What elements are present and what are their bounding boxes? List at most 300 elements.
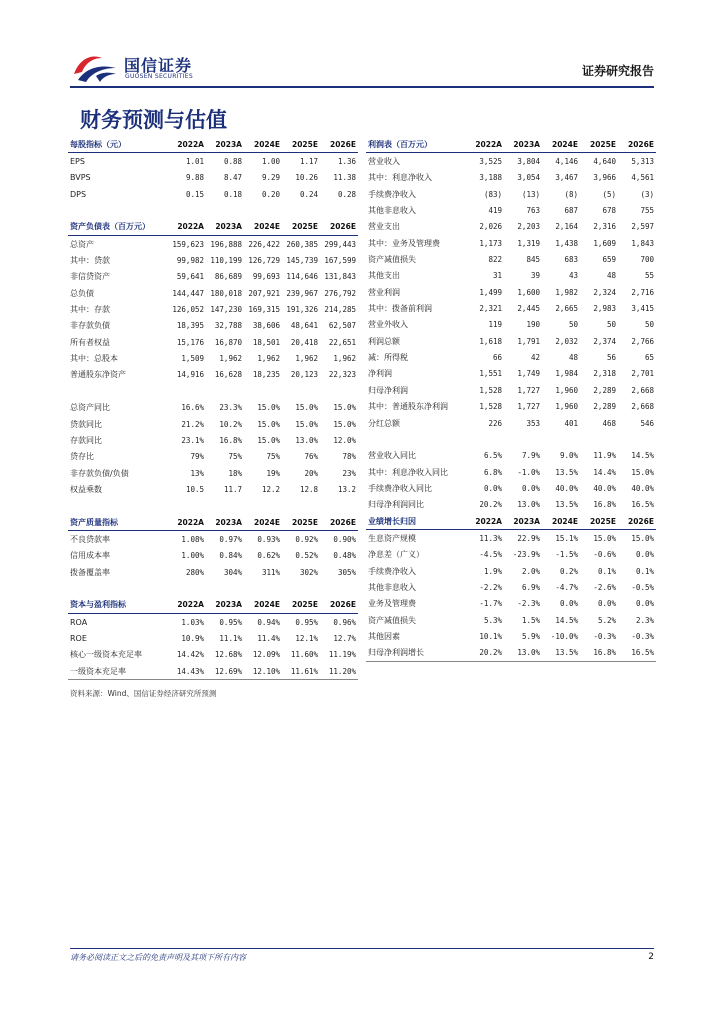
table-cell: 13.5% [555, 500, 578, 510]
table-cell: 687 [564, 206, 578, 216]
row-label: 营业支出 [368, 222, 400, 232]
table-cell: 66 [492, 353, 502, 363]
table-cell: 3,966 [593, 173, 616, 183]
table-row [366, 596, 656, 612]
table-row [68, 432, 358, 448]
table-cell: 20.2% [479, 648, 502, 658]
table-cell: 65 [644, 353, 654, 363]
table-row [366, 612, 656, 628]
table-cell: 700 [640, 255, 654, 265]
table-row [366, 333, 656, 349]
table-cell: 144,447 [172, 288, 204, 298]
table-cell: 1,173 [479, 238, 502, 248]
table-row [366, 251, 656, 267]
table-cell: 12.2 [261, 484, 280, 494]
table-cell: 20,123 [290, 370, 318, 380]
table-cell: 1,843 [631, 238, 654, 248]
table-cell: 159,623 [172, 239, 204, 249]
table-cell [168, 383, 206, 399]
row-label [68, 498, 168, 514]
table-cell: 659 [602, 255, 616, 265]
table-row [68, 449, 358, 465]
table-cell: 131,843 [324, 272, 356, 282]
table-cell: 2,668 [631, 385, 654, 395]
table-cell: 207,921 [248, 288, 280, 298]
table-cell: 15.0% [333, 403, 356, 413]
year-header: 2026E [320, 597, 358, 614]
row-label: 一级资本充足率 [70, 666, 126, 676]
table-cell: 4,146 [555, 157, 578, 167]
year-header: 2025E [580, 513, 618, 530]
table-cell: 1,499 [479, 287, 502, 297]
year-header: 2025E [580, 136, 618, 153]
table-cell: 280% [185, 567, 204, 577]
table-cell: 5.9% [521, 631, 540, 641]
table-cell: 14.42% [176, 650, 204, 660]
table-cell: 10.5 [185, 484, 204, 494]
table-cell: 9.88 [185, 173, 204, 183]
year-header: 2026E [618, 136, 656, 153]
row-label: 非存款负债 [70, 321, 110, 331]
table-cell: 23% [342, 468, 356, 478]
table-cell: 31 [492, 271, 502, 281]
right-column [366, 136, 656, 662]
table-cell: 546 [640, 418, 654, 428]
table-cell: (8) [564, 189, 578, 199]
table-cell: 126,729 [248, 256, 280, 266]
year-header: 2026E [618, 513, 656, 530]
table-cell: 13.0% [517, 500, 540, 510]
row-label: 其中：存款 [70, 305, 110, 315]
table-cell: 11.38 [333, 173, 356, 183]
table-cell: 114,646 [286, 272, 318, 282]
left-table-bottom-rule [68, 679, 358, 680]
table-cell: 0.0% [635, 599, 654, 609]
table-cell: 678 [602, 206, 616, 216]
table-cell: 20% [304, 468, 318, 478]
table-row [366, 563, 656, 579]
row-label: ROE [70, 633, 87, 643]
table-cell: 11.7 [223, 484, 242, 494]
section-title: 资产负债表（百万元） [68, 219, 168, 236]
table-cell: 1,509 [181, 354, 204, 364]
table-cell: 15.1% [555, 533, 578, 543]
table-cell [320, 202, 358, 218]
table-cell: 2,289 [593, 385, 616, 395]
row-label: 其中：业务及管理费 [368, 238, 440, 248]
table-cell: 2,665 [555, 304, 578, 314]
right-financial-table [366, 136, 656, 661]
row-label: 其他因素 [368, 631, 400, 641]
table-cell: 2,668 [631, 402, 654, 412]
table-cell: 18,395 [176, 321, 204, 331]
table-cell: 0.94% [257, 617, 280, 627]
table-cell [282, 498, 320, 514]
table-cell: 99,982 [176, 256, 204, 266]
table-cell: 1,960 [555, 385, 578, 395]
table-row [366, 399, 656, 415]
table-cell: 169,315 [248, 305, 280, 315]
section-title: 利润表（百万元） [366, 136, 466, 153]
table-cell: 11.9% [593, 451, 616, 461]
table-cell: 0.96% [333, 617, 356, 627]
table-cell: 6.9% [521, 582, 540, 592]
row-label: 营业收入同比 [368, 451, 416, 461]
table-row [68, 367, 358, 383]
table-cell: 48 [568, 353, 578, 363]
table-row [68, 663, 358, 679]
table-cell: 0.52% [295, 551, 318, 561]
table-cell [206, 498, 244, 514]
table-row [68, 580, 358, 596]
row-label: 不良贷款率 [70, 534, 110, 544]
table-cell: 2,164 [555, 222, 578, 232]
row-label: 所有者权益 [70, 337, 110, 347]
row-label: 其中：贷款 [70, 256, 110, 266]
section-header-row [68, 136, 358, 153]
table-cell: 2,026 [479, 222, 502, 232]
table-cell: 12.69% [214, 666, 242, 676]
table-cell: 15.0% [631, 533, 654, 543]
table-cell: 75% [266, 452, 280, 462]
year-header: 2022A [168, 136, 206, 153]
table-cell: (3) [640, 189, 654, 199]
table-cell: 15.0% [257, 435, 280, 445]
table-cell: 78% [342, 452, 356, 462]
table-cell: 10.9% [181, 633, 204, 643]
table-row [366, 579, 656, 595]
table-cell: 40.0% [593, 483, 616, 493]
table-row [366, 349, 656, 365]
row-label [366, 431, 466, 447]
table-cell [282, 580, 320, 596]
table-cell: 763 [526, 206, 540, 216]
table-cell: 50 [644, 320, 654, 330]
table-cell: 0.18 [223, 189, 242, 199]
table-row [366, 300, 656, 316]
year-header: 2025E [282, 219, 320, 236]
year-header: 2022A [466, 136, 504, 153]
table-cell: 42 [530, 353, 540, 363]
table-cell: -2.3% [517, 599, 540, 609]
table-cell [206, 202, 244, 218]
table-row [366, 219, 656, 235]
table-cell: -23.9% [512, 550, 540, 560]
table-cell: 16,628 [214, 370, 242, 380]
row-label: 其他非息收入 [368, 582, 416, 592]
row-label: 归母净利润 [368, 385, 408, 395]
table-row [68, 647, 358, 663]
row-label [68, 383, 168, 399]
table-cell: 226 [488, 418, 502, 428]
table-cell: 683 [564, 255, 578, 265]
table-cell [466, 431, 504, 447]
table-cell: 0.95% [295, 617, 318, 627]
table-cell: 1.9% [483, 566, 502, 576]
table-cell: 1,962 [257, 354, 280, 364]
year-header: 2023A [206, 219, 244, 236]
row-label: 其中：总股本 [70, 354, 118, 364]
table-row [68, 630, 358, 646]
table-cell: 2.3% [635, 615, 654, 625]
table-cell [244, 498, 282, 514]
table-cell: 16.6% [181, 403, 204, 413]
table-cell: -4.7% [555, 582, 578, 592]
table-cell [206, 383, 244, 399]
table-cell: 50 [606, 320, 616, 330]
row-label: 净利润 [368, 369, 392, 379]
year-header: 2023A [206, 136, 244, 153]
table-cell: 18,235 [252, 370, 280, 380]
table-cell: 0.95% [219, 617, 242, 627]
table-cell: 2,597 [631, 222, 654, 232]
table-cell: 12.1% [295, 633, 318, 643]
table-cell: 1,609 [593, 238, 616, 248]
table-cell: 12.10% [252, 666, 280, 676]
footer-divider [70, 948, 654, 949]
table-row [68, 400, 358, 416]
table-cell: 40.0% [555, 483, 578, 493]
year-header: 2025E [282, 514, 320, 531]
table-cell: 62,507 [328, 321, 356, 331]
table-cell: 79% [190, 452, 204, 462]
table-cell: -0.5% [631, 582, 654, 592]
table-cell: 167,599 [324, 256, 356, 266]
table-cell: 401 [564, 418, 578, 428]
table-cell: 18,501 [252, 337, 280, 347]
table-cell: 845 [526, 255, 540, 265]
table-cell: 0.20 [261, 189, 280, 199]
table-cell: 0.1% [635, 566, 654, 576]
table-cell: 0.90% [333, 534, 356, 544]
row-label: 普通股东净资产 [70, 370, 126, 380]
year-header: 2022A [168, 219, 206, 236]
table-row [68, 481, 358, 497]
table-cell: 1,528 [479, 402, 502, 412]
table-cell: 10.2% [219, 419, 242, 429]
table-cell: 126,052 [172, 305, 204, 315]
table-cell: -2.6% [593, 582, 616, 592]
row-label: 业务及管理费 [368, 599, 416, 609]
table-cell: 21.2% [181, 419, 204, 429]
table-cell: 75% [228, 452, 242, 462]
table-row [68, 202, 358, 218]
section-header-row [366, 513, 656, 530]
table-row [68, 318, 358, 334]
table-row [68, 252, 358, 268]
table-cell: 15.0% [295, 419, 318, 429]
table-cell: 311% [261, 567, 280, 577]
table-cell: 299,443 [324, 239, 356, 249]
table-cell: 1.08% [181, 534, 204, 544]
table-cell: 16,870 [214, 337, 242, 347]
table-cell: 14.4% [593, 467, 616, 477]
table-cell: 7.9% [521, 451, 540, 461]
table-cell: (5) [602, 189, 616, 199]
row-label: 营业外收入 [368, 320, 408, 330]
table-cell: 38,606 [252, 321, 280, 331]
table-cell: 1,791 [517, 336, 540, 346]
table-cell: 0.24 [299, 189, 318, 199]
header-divider [70, 86, 654, 88]
logo-name-cn: 国信证券 [124, 56, 193, 75]
table-cell: 0.92% [295, 534, 318, 544]
data-source-note: 资料来源：Wind、国信证券经济研究所预测 [70, 689, 217, 698]
table-cell [282, 202, 320, 218]
row-label: ROA [70, 617, 88, 627]
table-cell: 12.68% [214, 650, 242, 660]
table-row [366, 186, 656, 202]
table-row [366, 645, 656, 661]
row-label [68, 580, 168, 596]
table-row [68, 301, 358, 317]
table-cell: 2,445 [517, 304, 540, 314]
table-cell: 12.7% [333, 633, 356, 643]
table-cell: 1,749 [517, 369, 540, 379]
year-header: 2024E [244, 514, 282, 531]
row-label: 手续费净收入同比 [368, 483, 432, 493]
row-label: 总负债 [70, 288, 94, 298]
year-header: 2024E [244, 597, 282, 614]
table-cell: 99,693 [252, 272, 280, 282]
table-cell: 2,766 [631, 336, 654, 346]
table-cell: 11.1% [219, 633, 242, 643]
year-header: 2024E [244, 219, 282, 236]
section-title: 资本与盈利指标 [68, 597, 168, 614]
table-cell: 5.2% [597, 615, 616, 625]
table-cell: 0.97% [219, 534, 242, 544]
table-cell: 8.47 [223, 173, 242, 183]
table-cell: 190 [526, 320, 540, 330]
page-number: 2 [648, 952, 654, 962]
row-label: 非信贷资产 [70, 272, 110, 282]
table-cell: 11.19% [328, 650, 356, 660]
table-cell: 0.88 [223, 157, 242, 167]
section-header-row [68, 597, 358, 614]
table-cell: 19% [266, 468, 280, 478]
table-row [366, 464, 656, 480]
page-title: 财务预测与估值 [80, 108, 227, 132]
table-cell: 3,804 [517, 157, 540, 167]
table-cell [244, 202, 282, 218]
table-cell: 22.9% [517, 533, 540, 543]
document-type: 证券研究报告 [581, 64, 654, 78]
table-cell: 9.29 [261, 173, 280, 183]
table-cell: 13.0% [517, 648, 540, 658]
table-cell: 1,319 [517, 238, 540, 248]
table-cell: 56 [606, 353, 616, 363]
year-header: 2022A [168, 597, 206, 614]
table-row [366, 202, 656, 218]
year-header: 2026E [320, 514, 358, 531]
section-header-row [68, 514, 358, 531]
table-cell [542, 431, 580, 447]
table-cell: 1.36 [337, 157, 356, 167]
company-logo [72, 52, 202, 84]
table-cell: 5.3% [483, 615, 502, 625]
table-row [68, 269, 358, 285]
table-cell: 0.28 [337, 189, 356, 199]
table-cell: 14.5% [631, 451, 654, 461]
table-cell: 16.5% [631, 500, 654, 510]
table-cell: 59,641 [176, 272, 204, 282]
table-row [68, 498, 358, 514]
table-cell: 468 [602, 418, 616, 428]
right-table-bottom-rule [366, 661, 656, 662]
table-row [366, 530, 656, 547]
table-cell: 40.0% [631, 483, 654, 493]
table-cell: 1,962 [333, 354, 356, 364]
table-cell: 2,374 [593, 336, 616, 346]
table-row [366, 317, 656, 333]
row-label: 营业收入 [368, 157, 400, 167]
table-cell: 196,888 [210, 239, 242, 249]
table-cell: 2,032 [555, 336, 578, 346]
table-cell: 147,230 [210, 305, 242, 315]
table-cell: 3,054 [517, 173, 540, 183]
year-header: 2026E [320, 219, 358, 236]
table-cell: 14,916 [176, 370, 204, 380]
table-row [366, 284, 656, 300]
table-cell: 10.26 [295, 173, 318, 183]
table-cell: 16.8% [593, 500, 616, 510]
table-cell: 13.0% [295, 435, 318, 445]
table-cell: 76% [304, 452, 318, 462]
table-cell: 2,983 [593, 304, 616, 314]
table-cell: 145,739 [286, 256, 318, 266]
table-cell: 0.0% [635, 550, 654, 560]
row-label: 利润总额 [368, 336, 400, 346]
table-cell: 1.00% [181, 551, 204, 561]
row-label: 资产减值损失 [368, 615, 416, 625]
table-cell: 12.8 [299, 484, 318, 494]
row-label: 其他支出 [368, 271, 400, 281]
table-cell: 1,727 [517, 402, 540, 412]
table-cell: -2.2% [479, 582, 502, 592]
year-header: 2024E [542, 136, 580, 153]
year-header: 2026E [320, 136, 358, 153]
table-cell: 3,415 [631, 304, 654, 314]
table-cell: 6.8% [483, 467, 502, 477]
table-row [366, 547, 656, 563]
row-label: 手续费净收入 [368, 189, 416, 199]
table-cell: 1,528 [479, 385, 502, 395]
table-row [68, 564, 358, 580]
row-label: 拨备覆盖率 [70, 567, 110, 577]
table-cell: 0.93% [257, 534, 280, 544]
table-cell: 13.5% [555, 467, 578, 477]
table-cell: 2.0% [521, 566, 540, 576]
row-label: 其中：普通股东净利润 [368, 402, 448, 412]
table-cell: 1.01 [185, 157, 204, 167]
section-header-row [68, 219, 358, 236]
table-cell: 0.15 [185, 189, 204, 199]
table-row [68, 170, 358, 186]
row-label: 总资产同比 [70, 403, 110, 413]
table-cell: 15.0% [257, 419, 280, 429]
table-cell: 110,199 [210, 256, 242, 266]
table-row [68, 613, 358, 630]
table-cell: 1,960 [555, 402, 578, 412]
table-cell [320, 580, 358, 596]
table-cell: 305% [337, 567, 356, 577]
table-cell: 12.09% [252, 650, 280, 660]
table-row [366, 480, 656, 496]
row-label: 归母净利润同比 [368, 500, 424, 510]
table-cell: 23.3% [219, 403, 242, 413]
table-cell [504, 431, 542, 447]
year-header: 2022A [466, 513, 504, 530]
